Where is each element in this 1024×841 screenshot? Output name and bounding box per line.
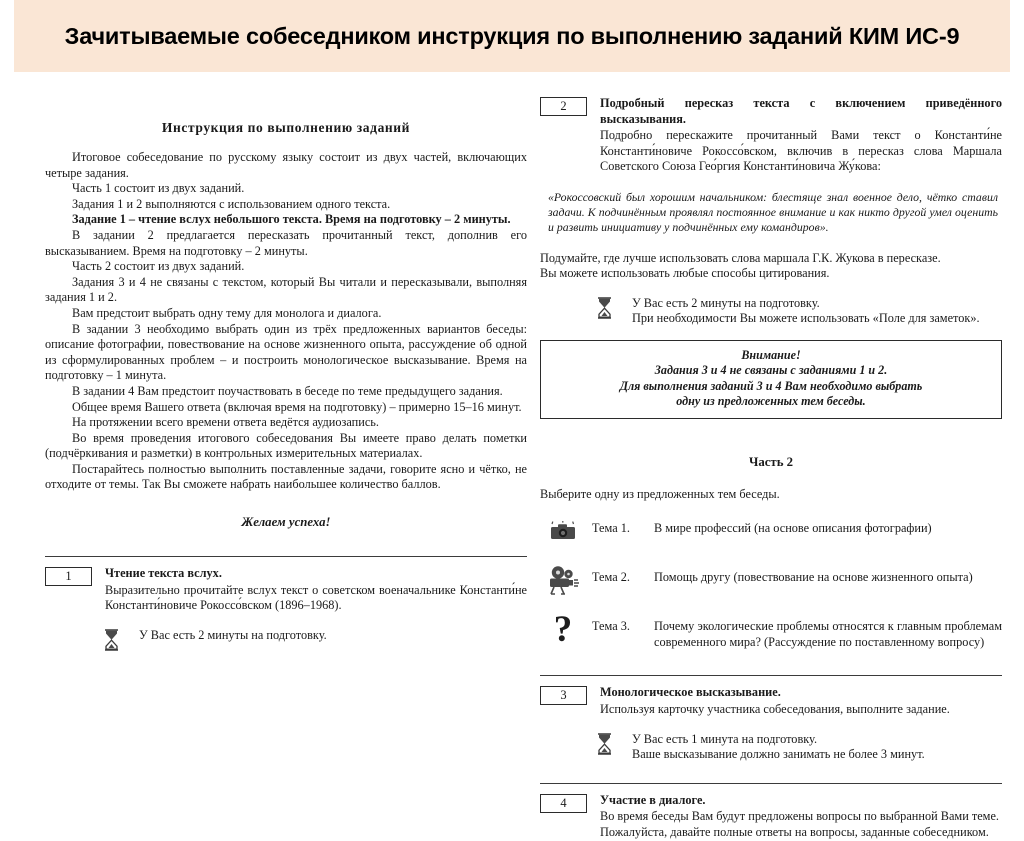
hourglass-icon (596, 733, 613, 760)
instruction-paragraph: Общее время Вашего ответа (включая время на подготовку) – примерно 15–16 минут. (72, 399, 522, 414)
instruction-paragraph: Задание 1 – чтение вслух небольшого текста. Время на подготовку – 2 минуты. (72, 212, 511, 227)
preparation-note-1 (103, 628, 527, 656)
task-block-4 (540, 793, 1002, 841)
note-line: При необходимости Вы можете использовать «Поле для заметок». (632, 311, 980, 326)
theme-label: Тема 1. (592, 521, 630, 536)
theme-text: Почему экологические проблемы относятся к главным проблемам современного мира? (Рассуждение по поставленному вопросу) (654, 619, 1002, 649)
task-text-1: Выразительно прочитайте вслух текст о советском военачальнике Константи́не Константи́новиче Рокоссо́вском (1896–1968). (105, 582, 527, 613)
quote-usage-line: Вы можете использовать любые способы цитирования. (540, 266, 830, 281)
camera-icon (540, 514, 586, 548)
task-block-2 (540, 96, 1002, 175)
note-line: У Вас есть 2 минуты на подготовку. (139, 627, 327, 642)
instruction-paragraph: Часть 2 состоит из двух заданий. (72, 259, 245, 274)
instruction-paragraph: На протяжении всего времени ответа ведётся аудиозапись. (72, 415, 379, 430)
theme-label: Тема 2. (592, 570, 630, 585)
task-text-4: Пожалуйста, давайте полные ответы на вопросы, заданные собеседником. (600, 824, 989, 839)
hourglass-icon (103, 629, 120, 656)
task-number-box-1: 1 (45, 567, 92, 586)
attention-line: Задания 3 и 4 не связаны с заданиями 1 и 2. (654, 363, 888, 378)
hourglass-icon (596, 297, 613, 324)
task-block-1 (45, 566, 527, 614)
good-luck-text: Желаем успеха! (241, 515, 331, 530)
task-text-4: Во время беседы Вам будут предложены вопросы по выбранной Вами теме. (600, 809, 999, 824)
task-title-2: Подробный пересказ текста с включением приведённого высказывания. (600, 96, 1002, 126)
part-2-heading: Часть 2 (748, 454, 794, 469)
instruction-paragraph: Постарайтесь полностью выполнить поставленные задачи, говорите ясно и чётко, не отходите от темы. Так Вы сможете набрать наибольшее количество баллов. (45, 461, 527, 492)
section-divider (540, 675, 1002, 676)
zhukov-quote: «Рокоссовский был хорошим начальником: блестяще знал военное дело, чётко ставил задачи. К подчинённым проявлял постоянное внимание и как никто другой умел оценить и развить инициативу у подчинённых ему командиров». (548, 189, 998, 235)
attention-box (540, 340, 1002, 419)
attention-title: Внимание! (741, 347, 801, 362)
task-text-2: Подробно перескажите прочитанный Вами текст о Константи́не Константи́новиче Рокоссо́вском, включив в пересказ слова Маршала Советского Союза Гео́ргия Константи́новича Жу́кова: (600, 128, 1002, 174)
task-number-box-2: 2 (540, 97, 587, 116)
left-column (45, 72, 527, 656)
instruction-paragraph: Вам предстоит выбрать одну тему для монолога и диалога. (72, 305, 382, 320)
instruction-paragraph: В задании 2 предлагается пересказать прочитанный текст, дополнив его высказыванием. Время на подготовку – 2 минуты. (45, 227, 527, 258)
instruction-paragraph: Задания 1 и 2 выполняются с использованием одного текста. (72, 196, 391, 211)
note-line: У Вас есть 1 минута на подготовку. (632, 731, 818, 746)
instruction-paragraph: Итоговое собеседование по русскому языку состоит из двух частей, включающих четыре задания. (45, 150, 527, 180)
quote-usage-instructions (540, 251, 1002, 282)
preparation-note-3 (596, 732, 1002, 763)
preparation-note-2 (596, 296, 1002, 327)
instruction-paragraph: Во время проведения итогового собеседования Вы имеете право делать пометки (подчёркивания и разметки) в контрольных измерительных материалах. (45, 430, 527, 461)
instruction-paragraph: В задании 3 необходимо выбрать один из трёх предложенных вариантов беседы: описание фотографии, повествование на основе жизненного опыта, рассуждение об одной из сформулированных проблем – и построить монологическое высказывание. Время на подготовку – 1 минута. (45, 321, 527, 383)
task-title-4: Участие в диалоге. (600, 792, 706, 807)
task-block-3 (540, 685, 1002, 717)
right-column (540, 72, 1002, 841)
film-projector-icon (540, 563, 586, 597)
attention-line: одну из предложенных тем беседы. (676, 394, 866, 409)
section-divider (45, 556, 527, 557)
note-line: Ваше высказывание должно занимать не более 3 минут. (632, 747, 925, 762)
theme-row[interactable] (540, 514, 1002, 548)
theme-row[interactable] (540, 608, 1002, 650)
choose-theme-instruction: Выберите одну из предложенных тем беседы. (540, 486, 780, 501)
theme-text: Помощь другу (повествование на основе жизненного опыта) (654, 570, 973, 585)
instruction-paragraph: Часть 1 состоит из двух заданий. (72, 181, 245, 196)
task-title-1: Чтение текста вслух. (105, 566, 222, 581)
instruction-paragraph: В задании 4 Вам предстоит поучаствовать в беседе по теме предыдущего задания. (72, 383, 503, 398)
section-divider (540, 783, 1002, 784)
attention-line: Для выполнения заданий 3 и 4 Вам необходимо выбрать (619, 378, 923, 393)
instruction-paragraph: Задания 3 и 4 не связаны с текстом, который Вы читали и пересказывали, выполняя задания 1 и 2. (45, 274, 527, 305)
instruction-heading: Инструкция по выполнению заданий (161, 120, 411, 135)
task-number-box-3: 3 (540, 686, 587, 705)
task-number-box-4: 4 (540, 794, 587, 813)
task-text-3: Используя карточку участника собеседования, выполните задание. (600, 701, 950, 716)
note-line: У Вас есть 2 минуты на подготовку. (632, 295, 820, 310)
task-title-3: Монологическое высказывание. (600, 685, 781, 700)
page-header-band (14, 0, 1010, 72)
theme-row[interactable] (540, 563, 1002, 597)
question-mark-icon: ? (553, 608, 573, 650)
quote-usage-line: Подумайте, где лучше использовать слова маршала Г.К. Жукова в пересказе. (540, 250, 941, 265)
document-sheet (0, 72, 1024, 839)
theme-label: Тема 3. (592, 619, 630, 634)
theme-text: В мире профессий (на основе описания фотографии) (654, 521, 932, 536)
page-title: Зачитываемые собеседником инструкция по выполнению заданий КИМ ИС-9 (64, 22, 960, 49)
